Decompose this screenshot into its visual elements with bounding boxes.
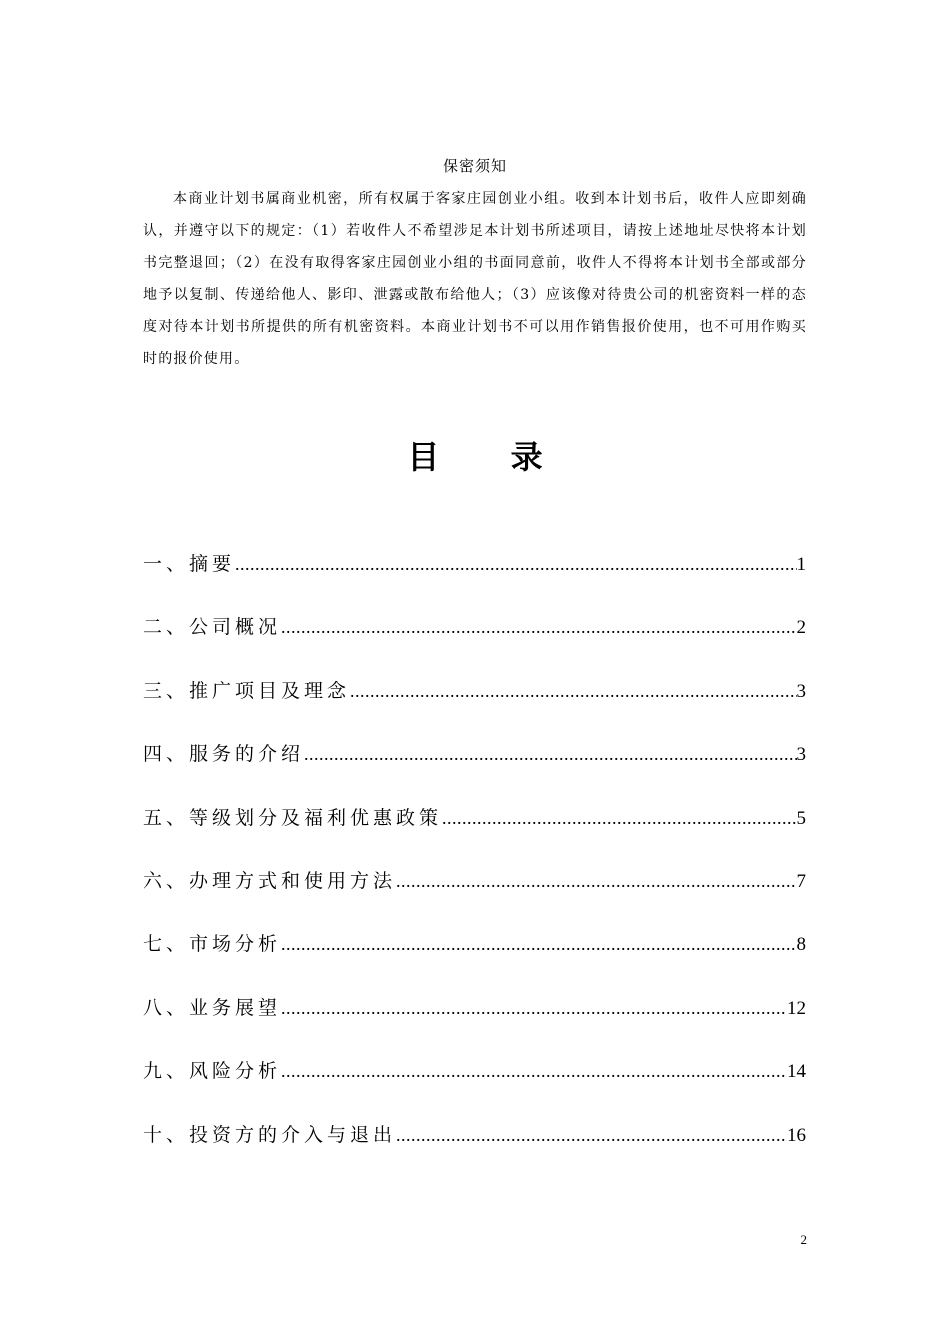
toc-entry[interactable] — [143, 989, 806, 1052]
toc-entry-label: 十、投资方的介入与退出 — [143, 1123, 397, 1146]
toc-entry-label: 九、风险分析 — [143, 1060, 282, 1083]
toc-dot-leader — [350, 672, 796, 710]
confidentiality-title: 保密须知 — [442, 157, 507, 175]
toc-entry[interactable] — [143, 862, 806, 925]
toc-dot-leader — [281, 925, 796, 963]
toc-entry-page: 5 — [796, 807, 806, 829]
toc-entry-page: 3 — [796, 680, 806, 702]
toc-entry-page: 12 — [787, 997, 806, 1019]
toc-dot-leader — [304, 735, 796, 773]
toc-entry-label: 七、市场分析 — [143, 933, 282, 956]
toc-entry[interactable] — [143, 608, 806, 671]
toc-dot-leader — [442, 799, 796, 837]
toc-entry-label: 八、业务展望 — [143, 996, 282, 1019]
toc-title: 目 录 — [407, 438, 573, 476]
toc-dot-leader — [235, 545, 796, 583]
toc-entry-label: 五、等级划分及福利优惠政策 — [143, 806, 443, 829]
toc-entry[interactable] — [143, 735, 806, 798]
toc-entry-label: 六、办理方式和使用方法 — [143, 869, 397, 892]
toc-entry[interactable] — [143, 672, 806, 735]
toc-entry-page: 14 — [787, 1061, 806, 1083]
toc-entry[interactable] — [143, 925, 806, 988]
toc-entry-page: 8 — [796, 934, 806, 956]
toc-entry-page: 7 — [796, 870, 806, 892]
toc-dot-leader — [281, 989, 787, 1027]
toc-entry-page: 16 — [787, 1124, 806, 1146]
toc-entry-label: 三、推广项目及理念 — [143, 679, 351, 702]
toc-dot-leader — [281, 608, 796, 646]
table-of-contents — [143, 545, 806, 1179]
toc-entry-label: 二、公司概况 — [143, 616, 282, 639]
toc-entry-page: 3 — [796, 744, 806, 766]
toc-entry[interactable] — [143, 799, 806, 862]
toc-entry-label: 四、服务的介绍 — [143, 743, 305, 766]
toc-dot-leader — [396, 1116, 787, 1154]
toc-dot-leader — [396, 862, 796, 900]
toc-entry-page: 1 — [796, 554, 806, 575]
toc-entry[interactable] — [143, 1116, 806, 1179]
page-number: 2 — [800, 1232, 807, 1247]
confidentiality-body: 本商业计划书属商业机密，所有权属于客家庄园创业小组。收到本计划书后，收件人应即刻确认，并遵守以下的规定：（1）若收件人不希望涉足本计划书所述项目，请按上述地址尽快将本计划书完整退回；（2）在没有取得客家庄园创业小组的书面同意前，收件人不得将本计划书全部或部分地予以复制、传递给他人、影印、泄露或散布给他人；（3）应该像对待贵公司的机密资料一样的态度对待本计划书所提供的所有机密资料。本商业计划书不可以用作销售报价使用，也不可用作购买时的报价使用。 — [143, 191, 807, 367]
toc-dot-leader — [281, 1052, 787, 1090]
toc-entry-page: 2 — [796, 617, 806, 639]
toc-entry-label: 一、摘要 — [143, 553, 236, 575]
toc-entry[interactable] — [143, 545, 806, 608]
toc-entry[interactable] — [143, 1052, 806, 1115]
